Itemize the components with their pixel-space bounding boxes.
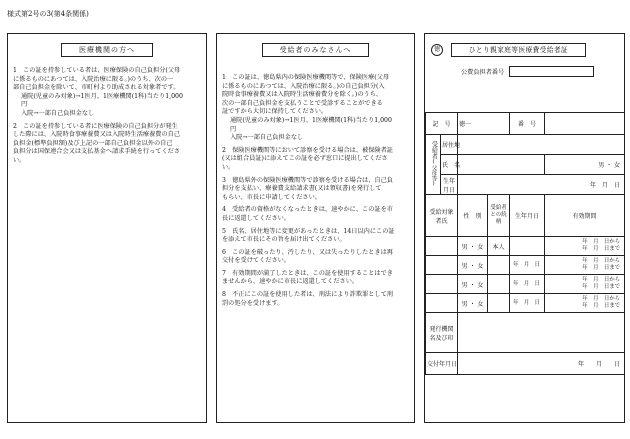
issuer-label: 発行機関名及び印: [426, 313, 458, 353]
recipient-line: 交付を受けてください。: [222, 257, 291, 265]
certificate-panel: [424, 33, 625, 423]
target-validity-4: 年 月 日から 年 月 日まで: [545, 294, 625, 313]
issue-date-label: 交付年月日: [426, 353, 458, 375]
recipient-line: 1 この証は、徳島県内の保険医療機関等で、保険医療(父母: [222, 74, 390, 81]
mark-value: 徳一: [458, 113, 510, 135]
recipient-line: 円: [230, 125, 237, 133]
target-relation-2: [488, 256, 510, 275]
medical-line: い。: [13, 156, 26, 164]
target-dob-3: 年 月 日: [510, 275, 545, 294]
medical-line: 円: [21, 101, 28, 109]
recipient-cell: [426, 135, 441, 195]
medical-line: 入院→一部自己負担金なし: [21, 109, 95, 117]
relation-column-label: 受給者との続柄: [488, 195, 510, 237]
issue-date-value: 年 月 日: [458, 353, 625, 375]
target-name-3: [426, 275, 458, 294]
recipient-line: 通院(児童のみ対象)→1医月、1医療機関(1科)当たり1,000: [230, 116, 392, 124]
recipient-sublabel: (父母等): [430, 159, 437, 188]
target-dob-1: [510, 237, 545, 256]
target-validity-2: 年 月 日から 年 月 日まで: [545, 256, 625, 275]
target-name-4: [426, 294, 458, 313]
recipient-line: 院時食事療養費又は入院時生活療養費分を除く。)のうち、: [222, 91, 383, 99]
seal-circle-mark: 徳: [431, 44, 443, 56]
target-name-2: [426, 256, 458, 275]
recipient-line: 3 徳島県外の保険医療機関等で診察を受ける場合は、自己負: [222, 176, 393, 184]
medical-panel-text: [13, 67, 203, 166]
address-label: 居住地: [441, 135, 458, 155]
recipient-line: 2 保険医療機関等において診察を受ける場合は、被保険者証: [222, 146, 393, 154]
recipient-line: もらい、市長に申請してください。: [222, 193, 321, 201]
validity-column-label: 有効期間: [545, 195, 625, 237]
medical-line: 1 この証を持参している者は、医療保険の自己負担分(父母: [13, 67, 181, 74]
target-relation-1: 本人: [488, 237, 510, 256]
dob-column-label: 生年月日: [510, 195, 545, 237]
target-dob-4: 年 月 日: [510, 294, 545, 313]
recipient-line: 入院→一部自己負担金なし: [230, 134, 304, 142]
recipient-line: 7 有効期間が満了したときは、この証を使用することはでき: [222, 269, 393, 277]
target-sex-4: 男 ・ 女: [458, 294, 488, 313]
medical-institution-panel: [7, 33, 207, 423]
target-relation-4: [488, 294, 510, 313]
recipient-line: 4 受給者の資格がなくなったときは、速やかに、この証を市: [222, 206, 393, 214]
target-sex-2: 男 ・ 女: [458, 256, 488, 275]
recipient-panel: [216, 33, 415, 423]
name-value: [458, 155, 545, 175]
target-sex-1: 男 ・ 女: [458, 237, 488, 256]
recipient-line: 次の一部自己負担金を支払うことで受診することができる: [222, 99, 383, 107]
certificate-title: ひとり親家庭等医療費受給者証: [451, 43, 586, 57]
medical-panel-title: 医療機関の方へ: [61, 43, 153, 57]
recipient-line: 長に返還してください。: [222, 214, 291, 222]
recipient-line: 5 氏名、居住地等に変更があったときは、14日以内にこの証: [222, 227, 395, 235]
recipient-line: (又は組合員証)に添えてこの証を必ず窓口に提出してくださ: [222, 155, 388, 163]
target-dob-2: 年 月 日: [510, 256, 545, 275]
payer-number-row: [461, 66, 594, 77]
recipient-line: い。: [222, 163, 235, 171]
sex-column-label: 性 別: [458, 195, 488, 237]
medical-line: 負担金(標準負担額)及び上記の一部自己負担金以外の自己: [13, 139, 173, 147]
target-name-label: 受給対象者氏: [426, 195, 458, 237]
recipient-birth-date: 年 月 日: [458, 175, 625, 195]
name-label: 氏 名: [441, 155, 458, 175]
target-validity-1: 年 月 日から 年 月 日まで: [545, 237, 625, 256]
medical-line: した際には、入院時食事療養費又は入院時生活療養費の自己: [13, 131, 181, 139]
number-label: 番 号: [510, 113, 545, 135]
recipient-line: に係るものにあつては、入院治療に限る。)の自己負担分(入: [222, 82, 385, 90]
recipient-line: 罰の処分を受けます。: [222, 299, 284, 307]
recipient-panel-text: [222, 74, 411, 308]
number-value: [545, 113, 625, 135]
address-value: [458, 135, 625, 155]
birth-label: 生年月日: [441, 175, 458, 195]
target-name-1: [426, 237, 458, 256]
issuer-value: [458, 313, 625, 353]
certificate-header: [431, 43, 586, 57]
recipient-panel-title: 受給者のみなさんへ: [262, 43, 369, 57]
payer-number-box: [509, 66, 594, 77]
recipient-line: ませんから、速やかに市長に返還してください。: [222, 278, 359, 286]
medical-line: に係るものにあつては、入院治療に限る。)のうち、次の一: [13, 75, 174, 83]
recipient-line: 6 この証を破ったり、汚したり、又は失ったりしたときは再: [222, 248, 393, 256]
mark-label: 記 号: [426, 113, 458, 135]
payer-number-label: 公費負担者番号: [461, 69, 505, 76]
form-number: 様式第2号の3(第4条関係): [7, 10, 89, 18]
recipient-sex: 男 ・ 女: [545, 155, 625, 175]
target-validity-3: 年 月 日から 年 月 日まで: [545, 275, 625, 294]
medical-line: 部自己負担金を除いて、市町村より助成される対象者です。: [13, 84, 180, 92]
certificate-table: [425, 112, 625, 375]
recipient-line: 8 不正にこの証を使用した者は、刑法により詐欺罪として刑: [222, 291, 393, 299]
target-relation-3: [488, 275, 510, 294]
medical-line: 通院(児童のみ対象)→1医月、1医療機関(1科)当たり1,000: [21, 92, 183, 100]
medical-line: 負担分は国保連合会又は支払基金へ請求手続を行ってくださ: [13, 148, 181, 156]
target-sex-3: 男 ・ 女: [458, 275, 488, 294]
medical-line: 2 この証を持参している者に医療保険の自己負担分が発生: [13, 122, 178, 130]
recipient-line: 証ですから大切に保持してください。: [222, 108, 328, 116]
recipient-line: を添えて市長にその旨を届け出てください。: [222, 236, 346, 244]
recipient-line: 担分を支払い、療養費支給請求書(又は領収書)を発行して: [222, 185, 382, 193]
recipient-label: 受給者: [430, 141, 438, 160]
